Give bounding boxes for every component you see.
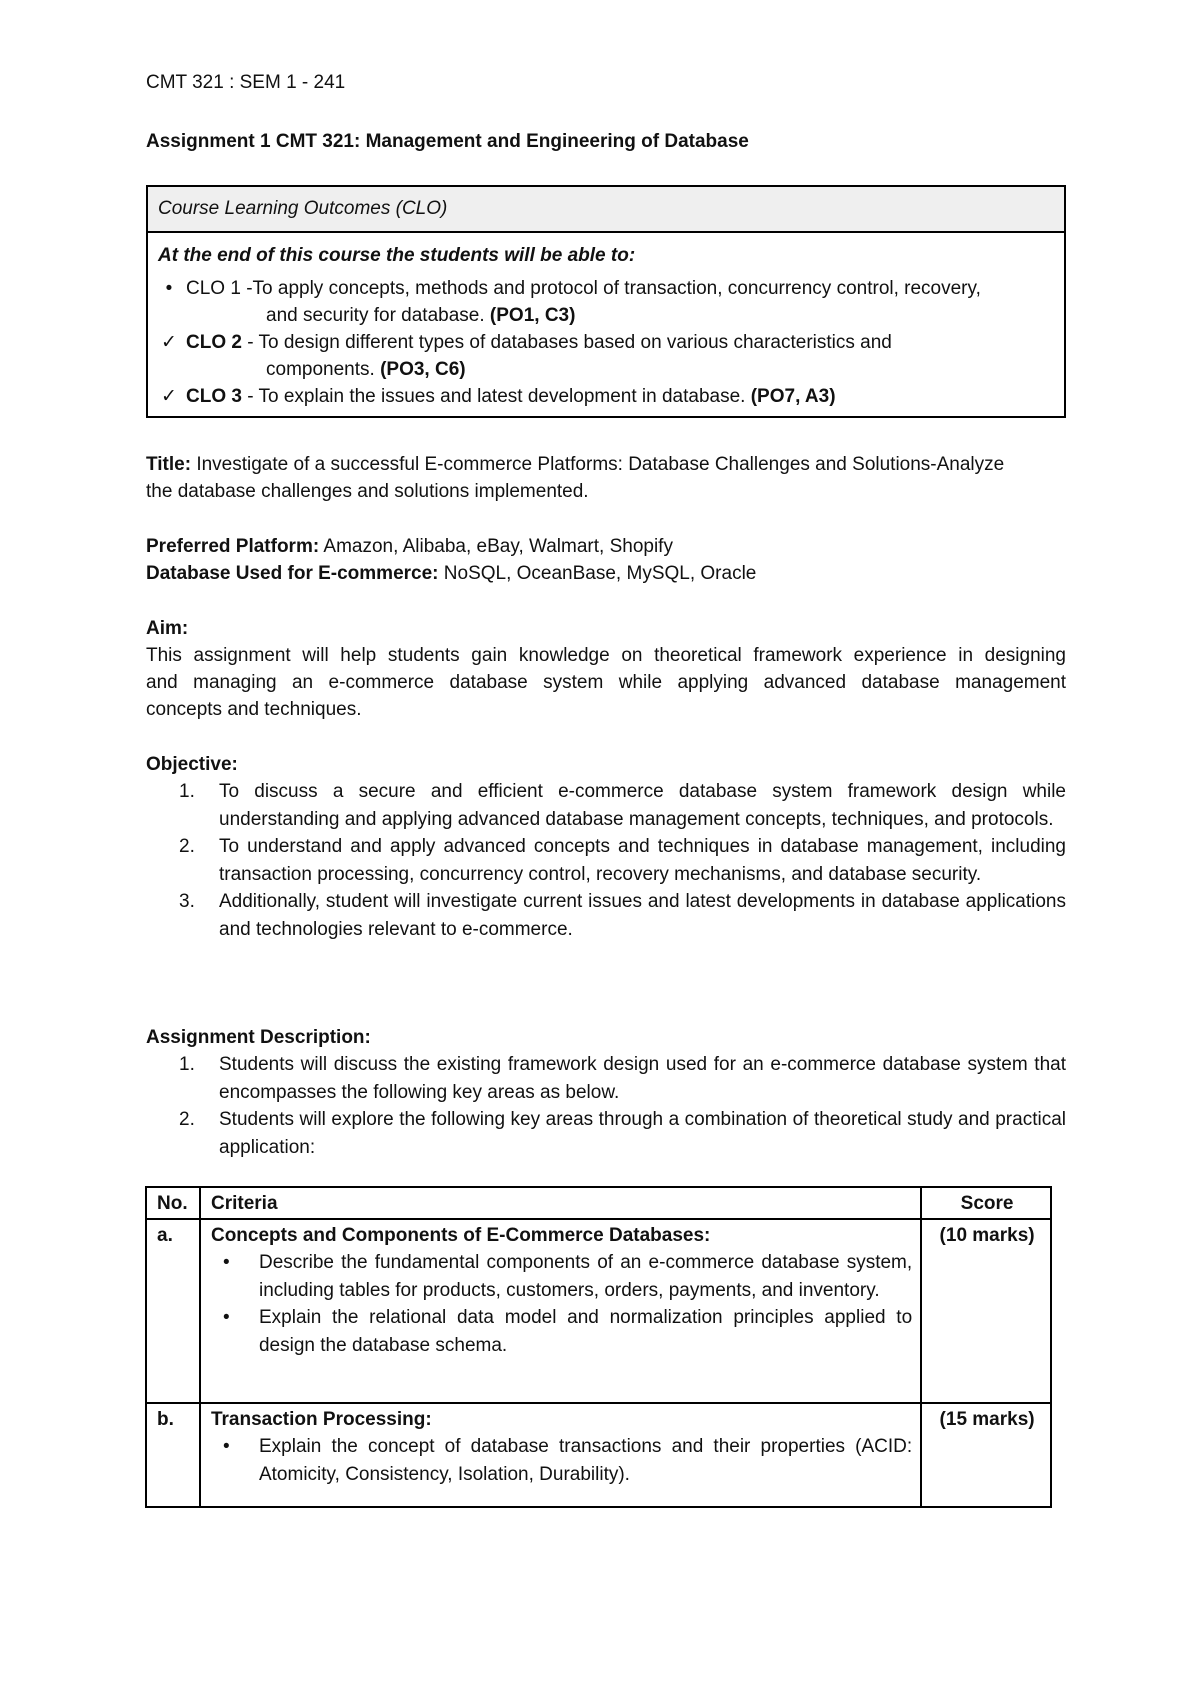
platform-label: Preferred Platform: — [146, 536, 320, 557]
criteria-bullet — [211, 1249, 912, 1304]
clo-codes: (PO7, A3) — [750, 386, 836, 407]
criteria-table — [145, 1186, 1052, 1508]
checkmark-icon: ✓ — [161, 332, 177, 353]
description-item — [146, 1106, 1066, 1161]
row-score: (10 marks) — [921, 1219, 1051, 1403]
clo-text: - To explain the issues and latest development in database. — [241, 386, 751, 407]
criteria-title: Transaction Processing: — [210, 1408, 432, 1430]
item-number: 1. — [179, 1054, 195, 1075]
clo-item-2 — [158, 329, 1054, 383]
item-number: 1. — [179, 781, 195, 802]
item-number: 2. — [179, 836, 195, 857]
aim-label: Aim: — [146, 618, 189, 639]
clo-text-cont: components. — [266, 359, 381, 380]
bullet-icon: • — [222, 1436, 230, 1457]
clo-box — [146, 185, 1066, 418]
row-criteria — [200, 1403, 921, 1507]
clo-codes: (PO3, C6) — [380, 359, 466, 380]
clo-label: CLO 2 — [186, 332, 242, 353]
description-list — [146, 1051, 1066, 1161]
objective-list — [146, 778, 1066, 943]
description-label: Assignment Description: — [146, 1027, 371, 1048]
document-title: Assignment 1 CMT 321: Management and Engineering of Database — [146, 131, 749, 152]
clo-heading: Course Learning Outcomes (CLO) — [148, 187, 1064, 233]
clo-label: CLO 3 — [186, 386, 242, 407]
description-item — [146, 1051, 1066, 1106]
aim-section — [146, 615, 1066, 723]
item-text: Students will discuss the existing framework design used for an e-commerce database system that encompasses the following key areas as below. — [219, 1054, 1066, 1103]
clo-text-cont: and security for database. — [266, 305, 490, 326]
item-text: To understand and apply advanced concepts and techniques in database management, including transaction processing, concurrency control, recovery mechanisms, and database security. — [219, 836, 1066, 885]
database-value: NoSQL, OceanBase, MySQL, Oracle — [438, 563, 757, 584]
bullet-text: Explain the relational data model and normalization principles applied to design the database schema. — [258, 1307, 913, 1356]
clo-intro: At the end of this course the students will be able to: — [158, 245, 636, 266]
course-semester-header: CMT 321 : SEM 1 - 241 — [146, 72, 346, 93]
clo-text: - To design different types of databases based on various characteristics and — [241, 332, 892, 353]
title-section — [146, 451, 1066, 505]
header-score: Score — [921, 1187, 1051, 1219]
database-label: Database Used for E-commerce: — [146, 563, 439, 584]
row-score: (15 marks) — [921, 1403, 1051, 1507]
table-row — [146, 1403, 1051, 1507]
aim-line: and managing an e-commerce database system while applying advanced database management — [146, 672, 1066, 693]
bullet-text: Describe the fundamental components of an e-commerce database system, including tables for products, customers, orders, payments, and inventory. — [258, 1252, 913, 1301]
bullet-icon: • — [222, 1307, 230, 1328]
table-row — [146, 1219, 1051, 1403]
clo-text: -To apply concepts, methods and protocol of transaction, concurrency control, recovery, — [240, 278, 981, 299]
objective-label: Objective: — [146, 754, 238, 775]
item-text: Students will explore the following key areas through a combination of theoretical study and practical application: — [219, 1109, 1066, 1158]
criteria-title: Concepts and Components of E-Commerce Databases: — [210, 1224, 711, 1246]
platform-section — [146, 533, 1066, 587]
item-number: 3. — [179, 891, 195, 912]
row-criteria — [200, 1219, 921, 1403]
bullet-text: Explain the concept of database transactions and their properties (ACID: Atomicity, Consistency, Isolation, Durability). — [258, 1436, 913, 1485]
objective-item — [146, 833, 1066, 888]
table-header-row — [146, 1187, 1051, 1219]
clo-codes: (PO1, C3) — [489, 305, 576, 326]
aim-line: This assignment will help students gain knowledge on theoretical framework experience in designing — [146, 645, 1066, 666]
title-text: Investigate of a successful E-commerce Platforms: Database Challenges and Solutions-Analyze — [191, 454, 1005, 475]
title-text-cont: the database challenges and solutions implemented. — [146, 481, 589, 502]
clo-item-3 — [158, 383, 1054, 410]
objective-item — [146, 778, 1066, 833]
platform-value: Amazon, Alibaba, eBay, Walmart, Shopify — [319, 536, 673, 557]
item-text: To discuss a secure and efficient e-commerce database system framework design while understanding and applying advanced database management concepts, techniques, and protocols. — [219, 781, 1066, 830]
bullet-icon: • — [222, 1252, 230, 1273]
criteria-bullet — [211, 1433, 912, 1488]
aim-line: concepts and techniques. — [146, 699, 362, 720]
header-criteria: Criteria — [200, 1187, 921, 1219]
bullet-icon: • — [165, 278, 173, 299]
objective-item — [146, 888, 1066, 943]
clo-item-1 — [158, 275, 1054, 329]
title-label: Title: — [146, 454, 192, 475]
clo-label: CLO 1 — [186, 278, 241, 299]
item-text: Additionally, student will investigate current issues and latest developments in database applications and technologies relevant to e-commerce. — [219, 891, 1066, 940]
header-no: No. — [146, 1187, 200, 1219]
item-number: 2. — [179, 1109, 195, 1130]
criteria-bullet — [211, 1304, 912, 1359]
checkmark-icon: ✓ — [161, 386, 177, 407]
row-number: b. — [146, 1403, 200, 1507]
row-number: a. — [146, 1219, 200, 1403]
